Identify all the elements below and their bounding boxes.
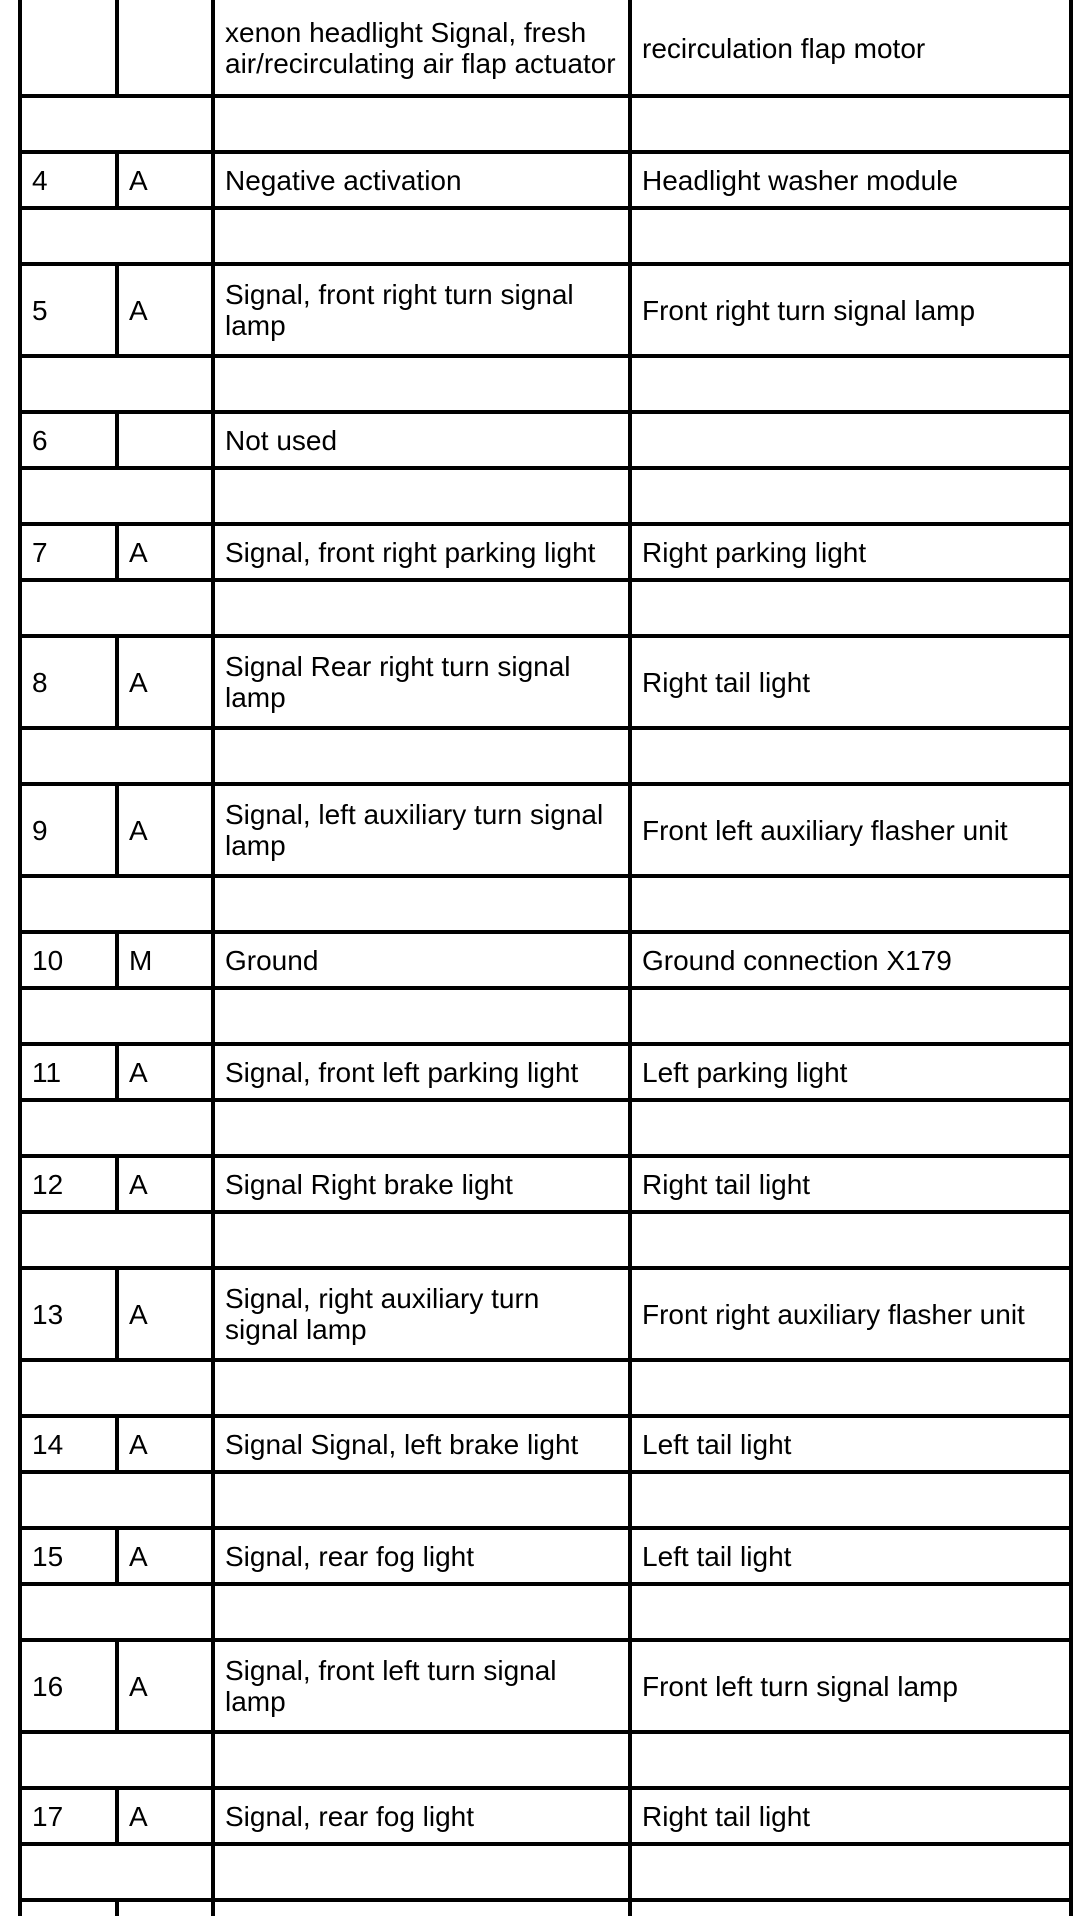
pin-number-cell [32, 582, 109, 634]
pin-number-cell: 5 [32, 294, 48, 326]
component-cell: Right tail light [642, 666, 811, 698]
component-cell [642, 730, 1063, 782]
pin-type-cell: A [129, 536, 148, 568]
signal-cell [225, 1586, 622, 1638]
pin-type-cell: A [129, 814, 148, 846]
pin-type-cell: A [129, 1298, 148, 1330]
signal-cell [225, 210, 622, 262]
pin-type-cell [129, 98, 205, 150]
component-cell: Headlight washer module [642, 164, 958, 196]
signal-cell: Signal, front right turn signal lamp [225, 279, 574, 341]
component-cell [642, 582, 1063, 634]
component-cell [642, 414, 1063, 466]
pin-type-cell [129, 2, 205, 94]
pin-number-cell [32, 210, 109, 262]
signal-cell: Signal Rear right turn signal lamp [225, 651, 571, 713]
signal-cell [225, 730, 622, 782]
component-cell [642, 1586, 1063, 1638]
signal-cell: Signal, front right parking light [225, 536, 596, 568]
signal-cell [225, 990, 622, 1042]
component-cell: Front left turn signal lamp [642, 1670, 958, 1702]
signal-cell: Signal, rear fog light [225, 1540, 475, 1572]
pin-number-cell: 12 [32, 1168, 64, 1200]
pin-type-cell [129, 730, 205, 782]
pin-type-cell [129, 990, 205, 1042]
component-cell [642, 1474, 1063, 1526]
pin-type-cell: A [129, 1168, 148, 1200]
signal-cell [225, 358, 622, 410]
pin-number-cell: 10 [32, 944, 64, 976]
pin-number-cell [32, 730, 109, 782]
pin-number-cell: 9 [32, 814, 48, 846]
component-cell [642, 878, 1063, 930]
component-cell: Right tail light [642, 1168, 811, 1200]
signal-cell: Negative activation [225, 164, 462, 196]
pin-type-cell: A [129, 1428, 148, 1460]
pin-type-cell: A [129, 1056, 148, 1088]
component-cell [642, 1734, 1063, 1786]
signal-cell [225, 1846, 622, 1898]
pin-type-cell [129, 1102, 205, 1154]
component-cell: Front right turn signal lamp [642, 294, 976, 326]
pin-number-cell: 13 [32, 1298, 64, 1330]
pin-number-cell [32, 1734, 109, 1786]
pin-type-cell: A [129, 1800, 148, 1832]
signal-cell [225, 98, 622, 150]
pin-number-cell: 6 [32, 424, 48, 456]
pin-number-cell [32, 1846, 109, 1898]
pin-type-cell [129, 470, 205, 522]
pin-type-cell [129, 358, 205, 410]
signal-cell [225, 1214, 622, 1266]
signal-cell [225, 1102, 622, 1154]
component-cell [642, 1214, 1063, 1266]
pin-type-cell [129, 1902, 205, 1914]
signal-cell: Signal, right auxiliary turn signal lamp [225, 1283, 540, 1345]
signal-cell: xenon headlight Signal, fresh air/recirculating air flap actuator [225, 17, 616, 79]
signal-cell [225, 1474, 622, 1526]
component-cell [642, 210, 1063, 262]
component-cell: Left tail light [642, 1428, 792, 1460]
signal-cell [225, 878, 622, 930]
pin-type-cell [129, 1474, 205, 1526]
pin-type-cell: A [129, 1540, 148, 1572]
signal-cell: Signal, front left turn signal lamp [225, 1655, 557, 1717]
component-cell: Right parking light [642, 536, 867, 568]
pin-number-cell: 11 [32, 1056, 62, 1088]
signal-cell: Not used [225, 424, 338, 456]
signal-cell [225, 1362, 622, 1414]
component-cell [642, 1362, 1063, 1414]
pin-number-cell [32, 1902, 109, 1914]
pin-number-cell [32, 470, 109, 522]
signal-cell [225, 470, 622, 522]
pin-number-cell [32, 2, 109, 94]
pin-number-cell: 17 [32, 1800, 64, 1832]
pin-type-cell [129, 582, 205, 634]
component-cell: Left tail light [642, 1540, 792, 1572]
component-cell [642, 1102, 1063, 1154]
pin-number-cell [32, 1586, 109, 1638]
pin-type-cell: M [129, 944, 153, 976]
component-cell: Left parking light [642, 1056, 848, 1088]
component-cell [642, 1846, 1063, 1898]
pin-type-cell [129, 210, 205, 262]
pin-type-cell [129, 1586, 205, 1638]
signal-cell: Ground [225, 944, 319, 976]
pin-number-cell: 14 [32, 1428, 64, 1460]
component-cell [642, 470, 1063, 522]
signal-cell [225, 582, 622, 634]
pin-type-cell: A [129, 666, 148, 698]
signal-cell [225, 1734, 622, 1786]
pin-number-cell: 7 [32, 536, 48, 568]
component-cell [642, 990, 1063, 1042]
pin-number-cell [32, 1474, 109, 1526]
pin-number-cell [32, 358, 109, 410]
pin-number-cell [32, 1102, 109, 1154]
pin-number-cell: 4 [32, 164, 48, 196]
pin-type-cell: A [129, 164, 148, 196]
pin-type-cell: A [129, 294, 148, 326]
pin-number-cell: 8 [32, 666, 48, 698]
pin-type-cell [129, 1362, 205, 1414]
component-cell: Right tail light [642, 1800, 811, 1832]
pin-number-cell: 16 [32, 1670, 64, 1702]
signal-cell: Signal, front left parking light [225, 1056, 579, 1088]
component-cell [642, 358, 1063, 410]
component-cell: Front right auxiliary flasher unit [642, 1298, 1025, 1330]
pin-type-cell: A [129, 1670, 148, 1702]
pin-number-cell: 15 [32, 1540, 64, 1572]
component-cell: Ground connection X179 [642, 944, 952, 976]
pin-type-cell [129, 878, 205, 930]
pin-type-cell [129, 1734, 205, 1786]
pin-type-cell [129, 414, 205, 466]
component-cell [642, 98, 1063, 150]
component-cell: recirculation flap motor [642, 32, 926, 64]
signal-cell: Signal, rear fog light [225, 1800, 475, 1832]
signal-cell: Signal, left auxiliary turn signal lamp [225, 799, 604, 861]
pin-number-cell [32, 1362, 109, 1414]
signal-cell: Signal Signal, left brake light [225, 1428, 579, 1460]
pin-number-cell [32, 98, 109, 150]
component-cell: Front left auxiliary flasher unit [642, 814, 1008, 846]
pin-type-cell [129, 1846, 205, 1898]
pin-type-cell [129, 1214, 205, 1266]
pin-number-cell [32, 990, 109, 1042]
pin-number-cell [32, 878, 109, 930]
pin-number-cell [32, 1214, 109, 1266]
signal-cell: Signal Right brake light [225, 1168, 513, 1200]
component-cell [642, 1902, 1063, 1914]
signal-cell [225, 1902, 622, 1914]
